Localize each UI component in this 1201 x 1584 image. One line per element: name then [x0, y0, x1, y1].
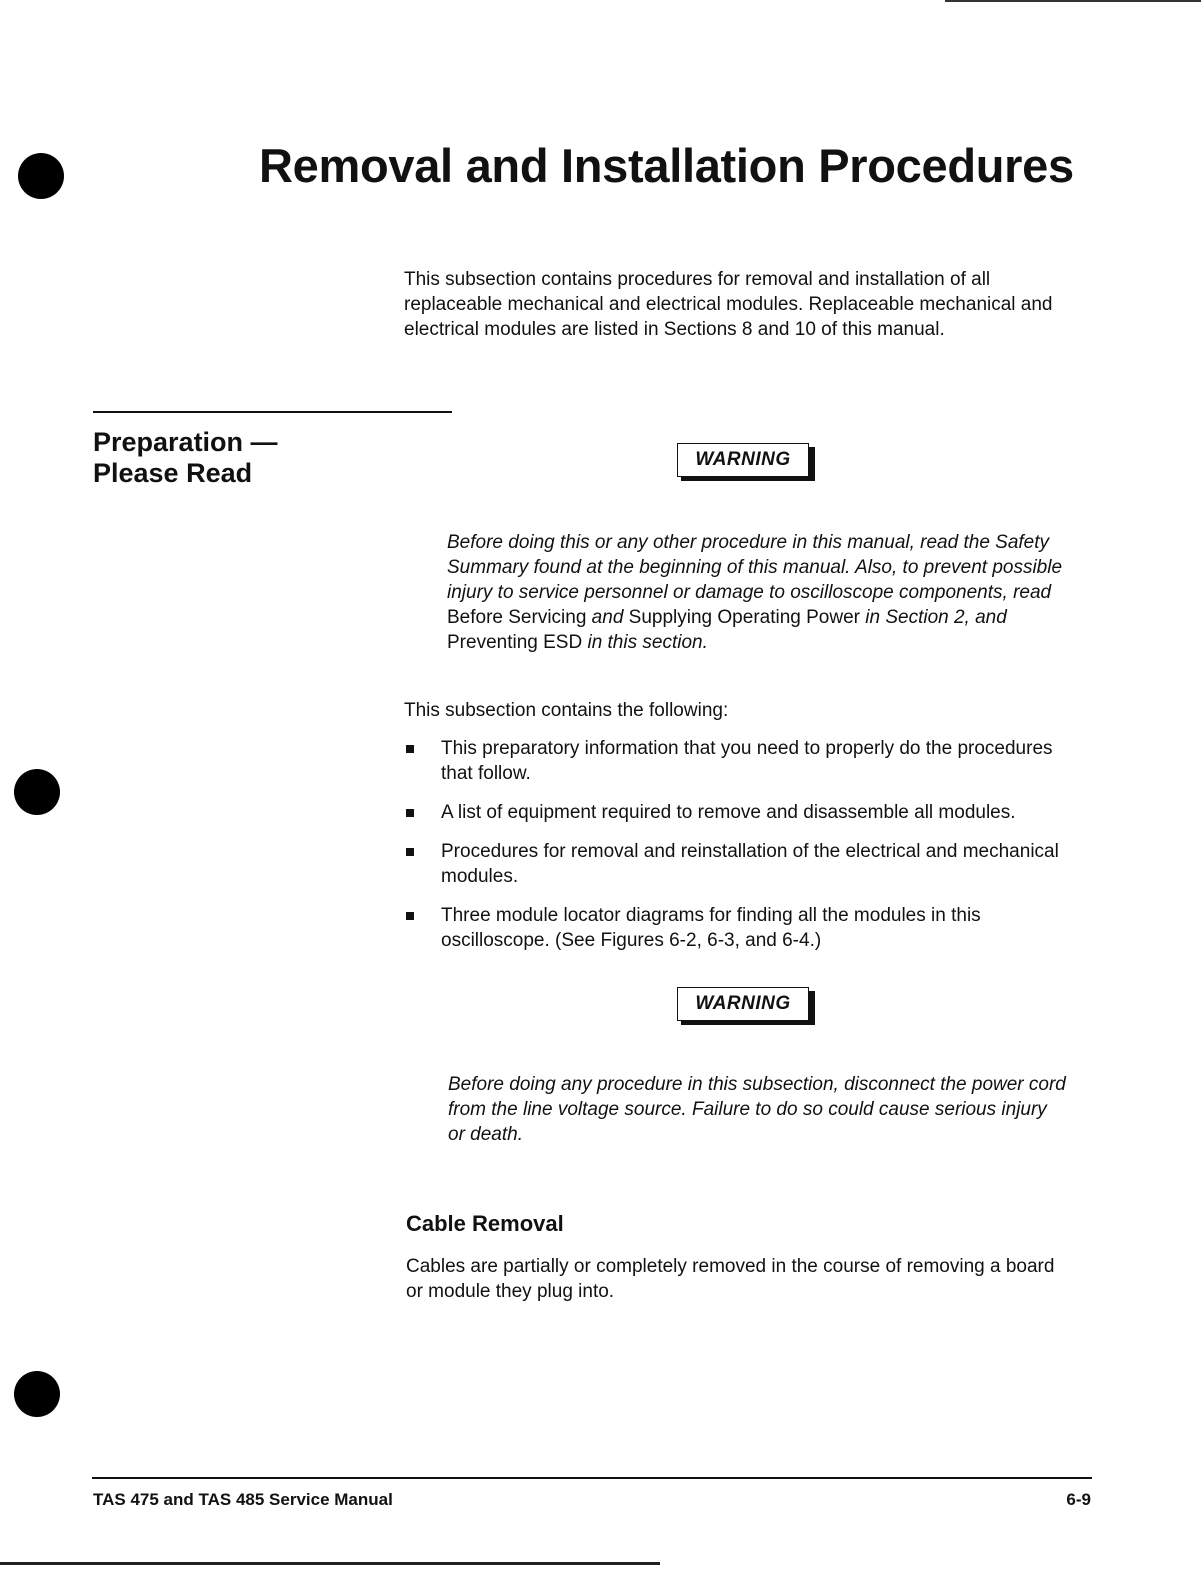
cable-removal-heading: Cable Removal [406, 1211, 564, 1236]
warning-text-2: Before doing any procedure in this subsection, disconnect the power cord from the line voltage source. Failure to do so could cause serious injury or death. [448, 1074, 1066, 1145]
list-item: Three module locator diagrams for finding all the modules in this oscilloscope. (See Figures 6-2, 6-3, and 6-4.) [404, 903, 1084, 953]
contents-list [404, 736, 1084, 967]
contains-intro: This subsection contains the following: [404, 700, 729, 721]
bullet-square-icon [406, 745, 414, 753]
scan-edge-rule [945, 0, 1201, 2]
warning-label-2: WARNING [695, 993, 791, 1014]
list-item: Procedures for removal and reinstallation of the electrical and mechanical modules. [404, 839, 1084, 889]
bullet-square-icon [406, 809, 414, 817]
ref-preventing-esd: Preventing ESD [447, 632, 583, 653]
warning-box-1 [677, 443, 819, 481]
binder-hole-middle [14, 769, 60, 815]
bullet-square-icon [406, 912, 414, 920]
intro-paragraph: This subsection contains procedures for removal and installation of all replaceable mechanical and electrical modules. Replaceable mechanical and electrical modules are listed in Sections 8 and 10 of this manual. [404, 269, 1053, 340]
page-title: Removal and Installation Procedures [259, 139, 1074, 192]
footer-manual-title: TAS 475 and TAS 485 Service Manual [93, 1490, 393, 1509]
section-heading [93, 427, 278, 489]
footer-page-number: 6-9 [1066, 1490, 1091, 1509]
ref-supplying-operating-power: Supplying Operating Power [628, 607, 860, 628]
section-heading-line1: Preparation — [93, 427, 278, 457]
list-item: This preparatory information that you need to properly do the procedures that follow. [404, 736, 1084, 786]
bullet-square-icon [406, 848, 414, 856]
warning-label-1: WARNING [695, 449, 791, 470]
warning-text-1: Before doing this or any other procedure in this manual, read the Safety Summary found at the beginning of this manual. Also, to prevent possible injury to service personnel or damage to oscilloscope components, read Before Servicing and Supplying Operating Power in Section 2, and Preventing ESD in this section. [447, 532, 1063, 653]
section-heading-line2: Please Read [93, 458, 253, 488]
cable-removal-text: Cables are partially or completely removed in the course of removing a board or module they plug into. [406, 1256, 1055, 1302]
binder-hole-top [18, 153, 64, 199]
binder-hole-bottom [14, 1371, 60, 1417]
warning-box-2 [677, 987, 819, 1025]
list-item: A list of equipment required to remove and disassemble all modules. [404, 800, 1084, 825]
ref-before-servicing: Before Servicing [447, 607, 587, 628]
footer-rule [92, 1477, 1092, 1479]
scan-edge-bottom [0, 1562, 660, 1565]
section-rule [93, 411, 452, 413]
